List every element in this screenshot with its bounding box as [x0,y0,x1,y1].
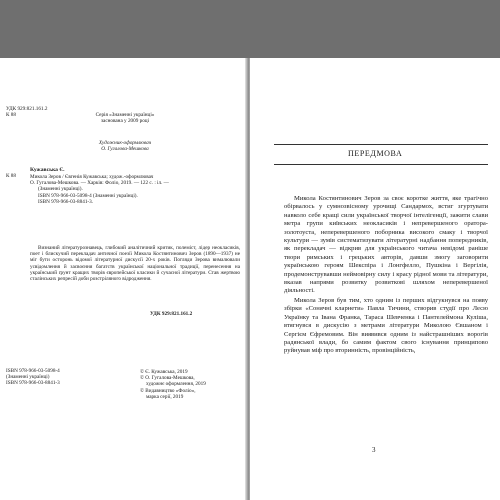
catalog-line: ISBN 978-966-03-5098-4 (Знаменні українці). [38,192,138,199]
catalog-line: О. Гугалова-Мешкова. — Харків: Фоліо, 2019. — 122 с. : іл. — [30,180,169,187]
illustrator-name: О. Гугалова-Мешкова [101,146,149,153]
isbn-block [6,368,60,387]
copyright-line: © Видавництво «Фоліо», [140,387,196,394]
udk-code-line: УДК 929:821.161.2 [6,106,48,112]
left-page [0,58,247,500]
paragraph: Микола Зеров був тим, хто одним із перших відгукнувся на появу збірки «Сонячні кларнети» Павла Тичини, створив студії про Лесю Українку та Івана Франка, Тараса Шевченка і Пантелеймона Куліша, втягнувся в дискусію з метрами літератури Миколою Євшаном і Сергієм Єфремовим. Він виявився одним із найстрашніших ворогів радянської влади, бо самим фактом свого існування принципово руйнував міф про вторинність, провінційність, [284,296,488,355]
catalog-line: ISBN 978-966-03-8841-3. [38,198,94,205]
chapter-title: ПЕРЕДМОВА [348,149,403,158]
catalog-line: Микола Зеров / Євгенія Кужавська; худож.-оформлювач [30,174,154,180]
page-number: 3 [372,446,376,454]
catalog-record [30,174,240,205]
catalog-code: К 88 [6,173,16,179]
foreword-body [284,195,488,357]
illustrator-credit [60,140,190,152]
series-name: Серія «Знаменні українці» [95,112,155,118]
title-rule-bottom [274,164,488,165]
author-mark-line: К 88 [6,112,16,119]
isbn-line: (Знаменні українці) [6,374,50,381]
copyright-block [140,369,245,400]
illustrator-role: Художник-оформлювач [98,140,152,146]
annotation-text: Визнаний літературознавець, глибокий аналітичний критик, полеміст, лідер неокласиків, поет і блискучий перекладач античної поезії Микола Костянтинович Зеров (1890—1937) не міг бути осторонь відомої літературної дискусії 20-х років. Погляди Зерова вималювали усвідомлення й засвоєння багатств української національної традиції, перенесення на український ґрунт кращих творів європейської класики й сучасної літератури. Став жертвою сталінських репресій доби розстріляного відродження. [30,245,240,283]
copyright-line: художнє оформлення, 2019 [146,381,206,388]
paragraph: Микола Костянтинович Зеров за своє коротке життя, яке трагічно обірвалось у сумнозвісному урочищі Сандармох, встиг згуртувати навколо себе кращі сили української творчої інтелігенції, зажити слави метра групи київських неокласиків і непревершеного оратора-золотоуста, неперевершеного поборника високого смаку і творчої культури — зумів систематизувати літературні надбання попередників, як перекладач — відкрив для українського читача невідомі раніше твори римських і грецьких авторів, давши змогу заговорити українською героям Шекспіра і Лонгфелло, Пушкіна і Вергілія, продемонструвавши неймовірну силу і красу рідної мови та літератури, вказав напрями розвитку розвиткові шляхом неперевершеної діяльності. [284,195,488,295]
copyright-line: © О. Гугалова-Мешкова, [140,375,195,382]
udk-bottom: УДК 929:821.161.2 [150,311,193,317]
catalog-author: Кужавська Є. [30,167,65,173]
isbn-line: ISBN 978-966-03-8841-3 [6,380,60,387]
series-note [60,112,190,124]
copyright-line: марка серії, 2019 [146,393,184,400]
copyright-line: © Є. Кужавська, 2019 [140,369,188,375]
right-page [250,58,500,500]
udk-top [6,106,47,118]
title-rule-top [274,144,488,145]
isbn-line: ISBN 978-966-03-5098-4 [6,368,60,374]
catalog-line: (Знаменні українці). [38,186,83,193]
series-founded: заснована у 2009 році [100,118,150,125]
